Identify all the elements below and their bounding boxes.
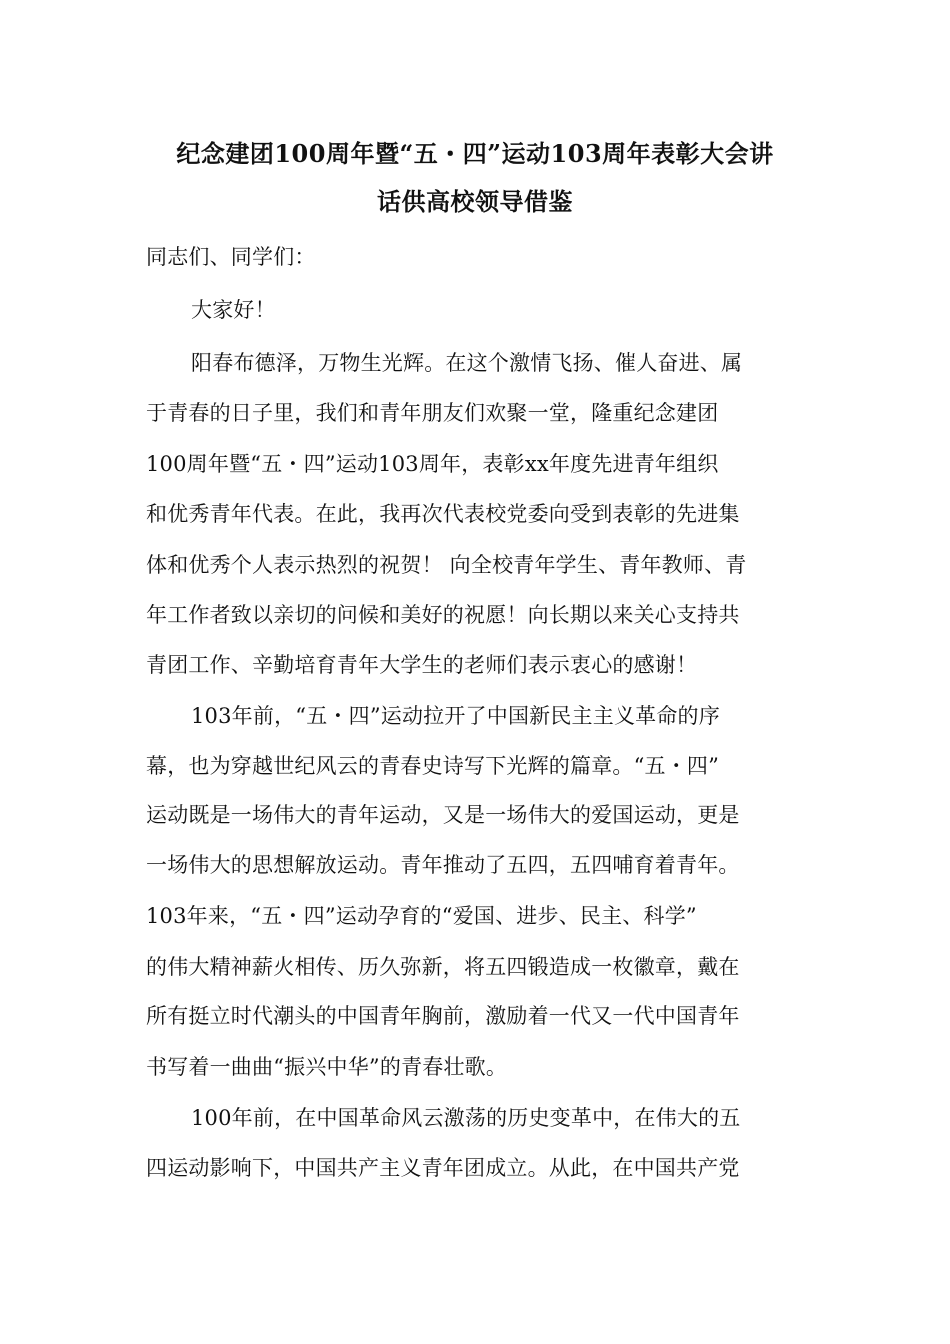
paragraph-1-line: 年工作者致以亲切的问候和美好的祝愿！向长期以来关心支持共 (146, 603, 740, 627)
paragraph-2-line: 所有挺立时代潮头的中国青年胸前，激励着一代又一代中国青年 (146, 1004, 740, 1028)
paragraph-3-line: 100年前，在中国革命风云激荡的历史变革中，在伟大的五 (191, 1106, 741, 1130)
document-title-line-2: 话供高校领导借鉴 (377, 187, 573, 216)
paragraph-2-line: 103年前，“五・四”运动拉开了中国新民主主义革命的序 (191, 704, 720, 728)
paragraph-1-line: 青团工作、辛勤培育青年大学生的老师们表示衷心的感谢！ (146, 653, 698, 677)
paragraph-2-line: 幕，也为穿越世纪风云的青春史诗写下光辉的篇章。“五・四” (146, 754, 720, 778)
paragraph-2-line: 的伟大精神薪火相传、历久弥新，将五四锻造成一枚徽章，戴在 (146, 955, 740, 979)
document-title-line-1: 纪念建团100周年暨“五・四”运动103周年表彰大会讲 (176, 139, 774, 168)
greeting: 大家好！ (191, 298, 276, 322)
paragraph-2-line: 运动既是一场伟大的青年运动，又是一场伟大的爱国运动，更是 (146, 803, 740, 827)
paragraph-3-line: 四运动影响下，中国共产主义青年团成立。从此，在中国共产党 (146, 1156, 740, 1180)
salutation: 同志们、同学们： (146, 245, 316, 269)
paragraph-2-line: 103年来，“五・四”运动孕育的“爱国、进步、民主、科学” (146, 904, 697, 928)
paragraph-1-line: 100周年暨“五・四”运动103周年，表彰xx年度先进青年组织 (146, 452, 719, 476)
paragraph-1-line: 于青春的日子里，我们和青年朋友们欢聚一堂，隆重纪念建团 (146, 401, 719, 425)
paragraph-2-line: 书写着一曲曲“振兴中华”的青春壮歌。 (146, 1055, 508, 1079)
paragraph-1-line: 和优秀青年代表。在此，我再次代表校党委向受到表彰的先进集 (146, 502, 740, 526)
paragraph-2-line: 一场伟大的思想解放运动。青年推动了五四，五四哺育着青年。 (146, 853, 740, 877)
paragraph-1-line: 体和优秀个人表示热烈的祝贺！ 向全校青年学生、青年教师、青 (146, 553, 747, 577)
paragraph-1-line: 阳春布德泽，万物生光辉。在这个激情飞扬、催人奋进、属 (191, 351, 743, 375)
